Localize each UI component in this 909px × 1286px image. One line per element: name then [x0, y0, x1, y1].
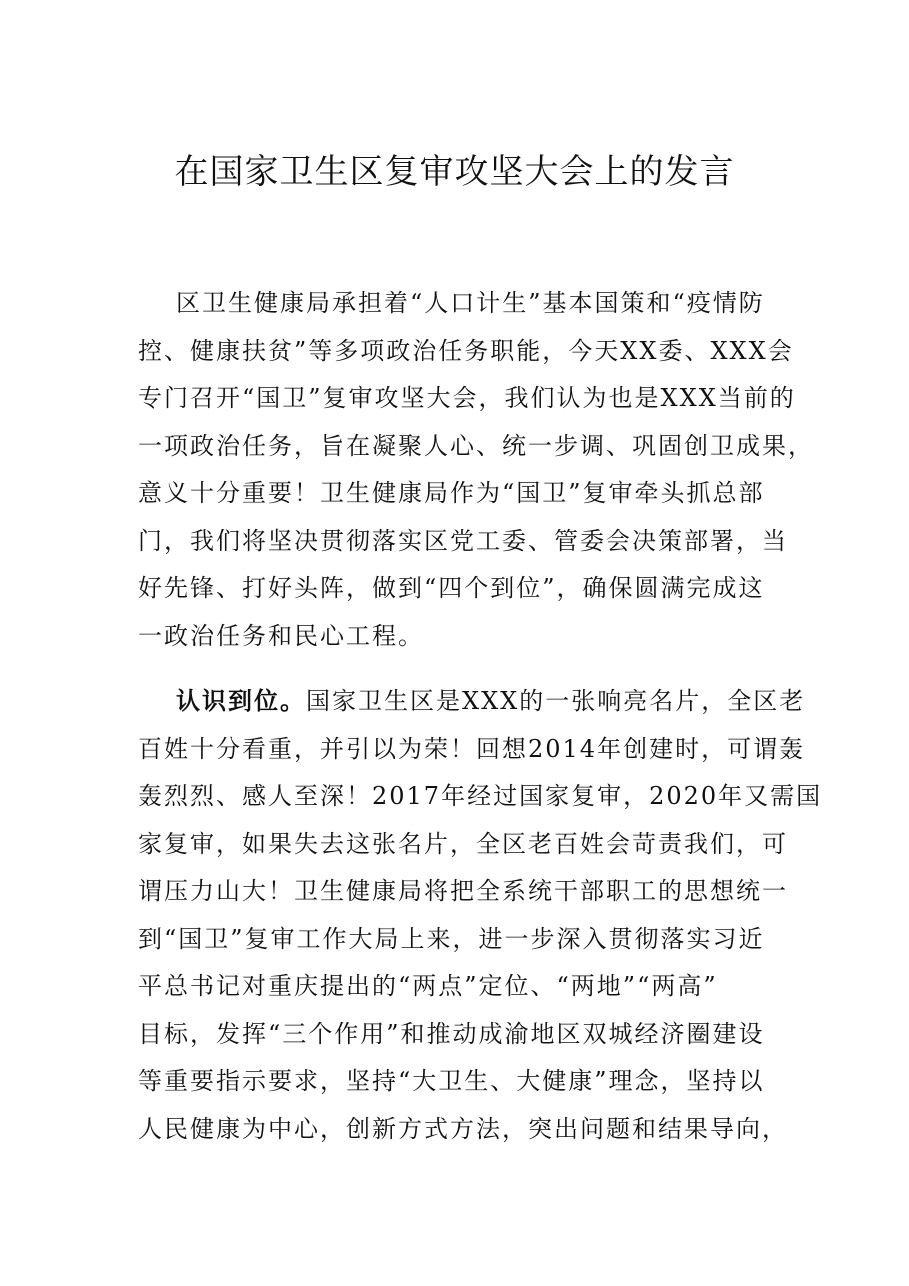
paragraph-lead-heading: 认识到位。 [176, 687, 306, 715]
text-line: 门，我们将坚决贯彻落实区党工委、管委会决策部署，当 [138, 526, 788, 555]
document-title: 在国家卫生区复审攻坚大会上的发言 [174, 152, 735, 192]
text-line: 好先锋、打好头阵，做到“四个到位”，确保圆满完成这 [138, 574, 765, 602]
text-line: 意义十分重要！卫生健康局作为“国卫”复审牵头抓总部 [138, 479, 765, 507]
text-line: 等重要指示要求，坚持“大卫生、大健康”理念，坚持以 [138, 1067, 765, 1095]
text-line: 轰烈烈、感人至深！2017年经过国家复审，2020年又需国 [138, 782, 823, 810]
text-line: 人民健康为中心，创新方式方法，突出问题和结果导向， [138, 1114, 788, 1143]
paragraph-2 [138, 678, 823, 1153]
text-line-rest: 国家卫生区是XXX的一张响亮名片，全区老 [306, 687, 806, 715]
text-line [138, 678, 806, 726]
paragraph-spacer [138, 660, 778, 678]
text-line: 一政治任务和民心工程。 [138, 621, 424, 650]
text-line: 区卫生健康局承担着“人口计生”基本国策和“疫情防 [176, 289, 765, 317]
text-line: 专门召开“国卫”复审攻坚大会，我们认为也是XXX当前的 [138, 384, 796, 412]
text-line: 控、健康扶贫”等多项政治任务职能，今天XX委、XXX会 [138, 336, 794, 365]
text-line: 平总书记对重庆提出的“两点”定位、“两地”“两高” [138, 972, 718, 1000]
text-line: 家复审，如果失去这张名片，全区老百姓会苛责我们，可 [138, 829, 788, 858]
document-body [138, 280, 823, 1153]
text-line: 一项政治任务，旨在凝聚人心、统一步调、巩固创卫成果， [138, 431, 814, 460]
paragraph-1 [138, 280, 814, 660]
text-line: 到“国卫”复审工作大局上来，进一步深入贯彻落实习近 [138, 924, 765, 953]
text-line: 谓压力山大！卫生健康局将把全系统干部职工的思想统一 [138, 877, 788, 905]
text-line: 百姓十分看重，并引以为荣！回想2014年创建时，可谓轰 [138, 734, 806, 763]
text-line: 目标，发挥“三个作用”和推动成渝地区双城经济圈建设 [138, 1019, 765, 1048]
